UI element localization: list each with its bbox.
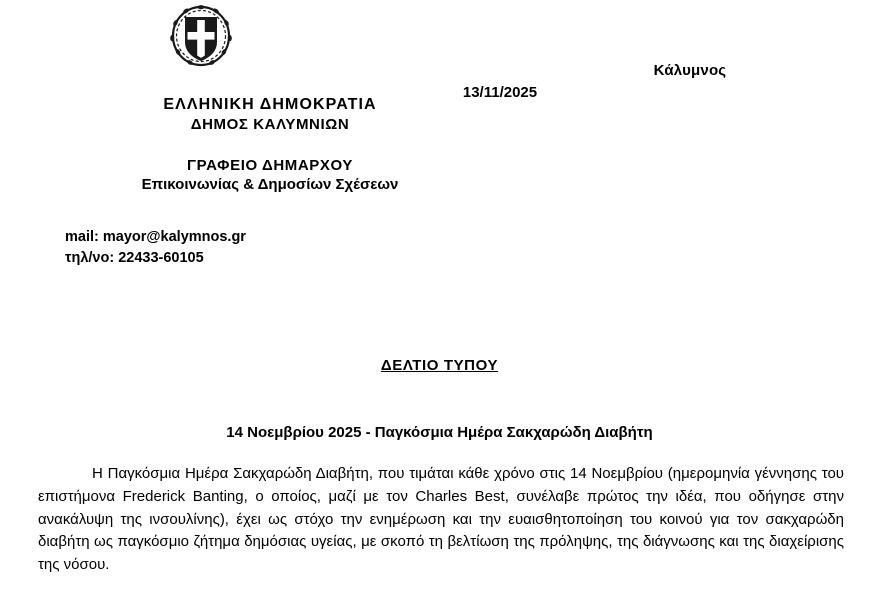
page-title: [0, 357, 879, 374]
hellenic-republic-emblem-icon: [168, 4, 234, 68]
contact-mail: mail: mayor@kalymnos.gr: [65, 229, 246, 245]
document-subtitle: 14 Νοεμβρίου 2025 - Παγκόσμια Ημέρα Σακχαρώδη Διαβήτη: [226, 424, 653, 441]
organization-line-1: ΕΛΛΗΝΙΚΗ ΔΗΜΟΚΡΑΤΙΑ: [163, 96, 377, 113]
contact-block: [65, 227, 246, 269]
organization-block: [60, 96, 480, 133]
body-paragraph: [38, 463, 844, 577]
office-line-2: Επικοινωνίας & Δημοσίων Σχέσεων: [141, 176, 399, 193]
body-paragraph-text: Η Παγκόσμια Ημέρα Σακχαρώδη Διαβήτη, που τιμάται κάθε χρόνο στις 14 Νοεμβρίου (ημερομηνία γέννησης του επιστήμονα Frederick Banting, ο οποίος, μαζί με τον Charles Best, συνέλαβε πρώτος την ιδέα, που οδήγησε στην ανακάλυψη της ινσουλίνης), έχει ως στόχο την ενημέρωση και την ευαισθητοποίηση του κοινού για τον σακχαρώδη διαβήτη ως παγκόσμιο ζήτημα δημόσιας υγείας, με σκοπό τη βελτίωση της πρόληψης, της διάγνωσης και της διαχείρισης της νόσου.: [38, 465, 844, 574]
place-label: Κάλυμνος: [653, 62, 727, 79]
office-block: [60, 157, 480, 193]
date-label: 13/11/2025: [462, 84, 538, 101]
page-title-text: ΔΕΛΤΙΟ ΤΥΠΟΥ: [380, 357, 499, 374]
contact-phone: τηλ/νο: 22433-60105: [65, 250, 204, 267]
office-line-1: ΓΡΑΦΕΙΟ ΔΗΜΑΡΧΟΥ: [187, 157, 353, 174]
organization-line-2: ΔΗΜΟΣ ΚΑΛΥΜΝΙΩΝ: [190, 116, 350, 133]
